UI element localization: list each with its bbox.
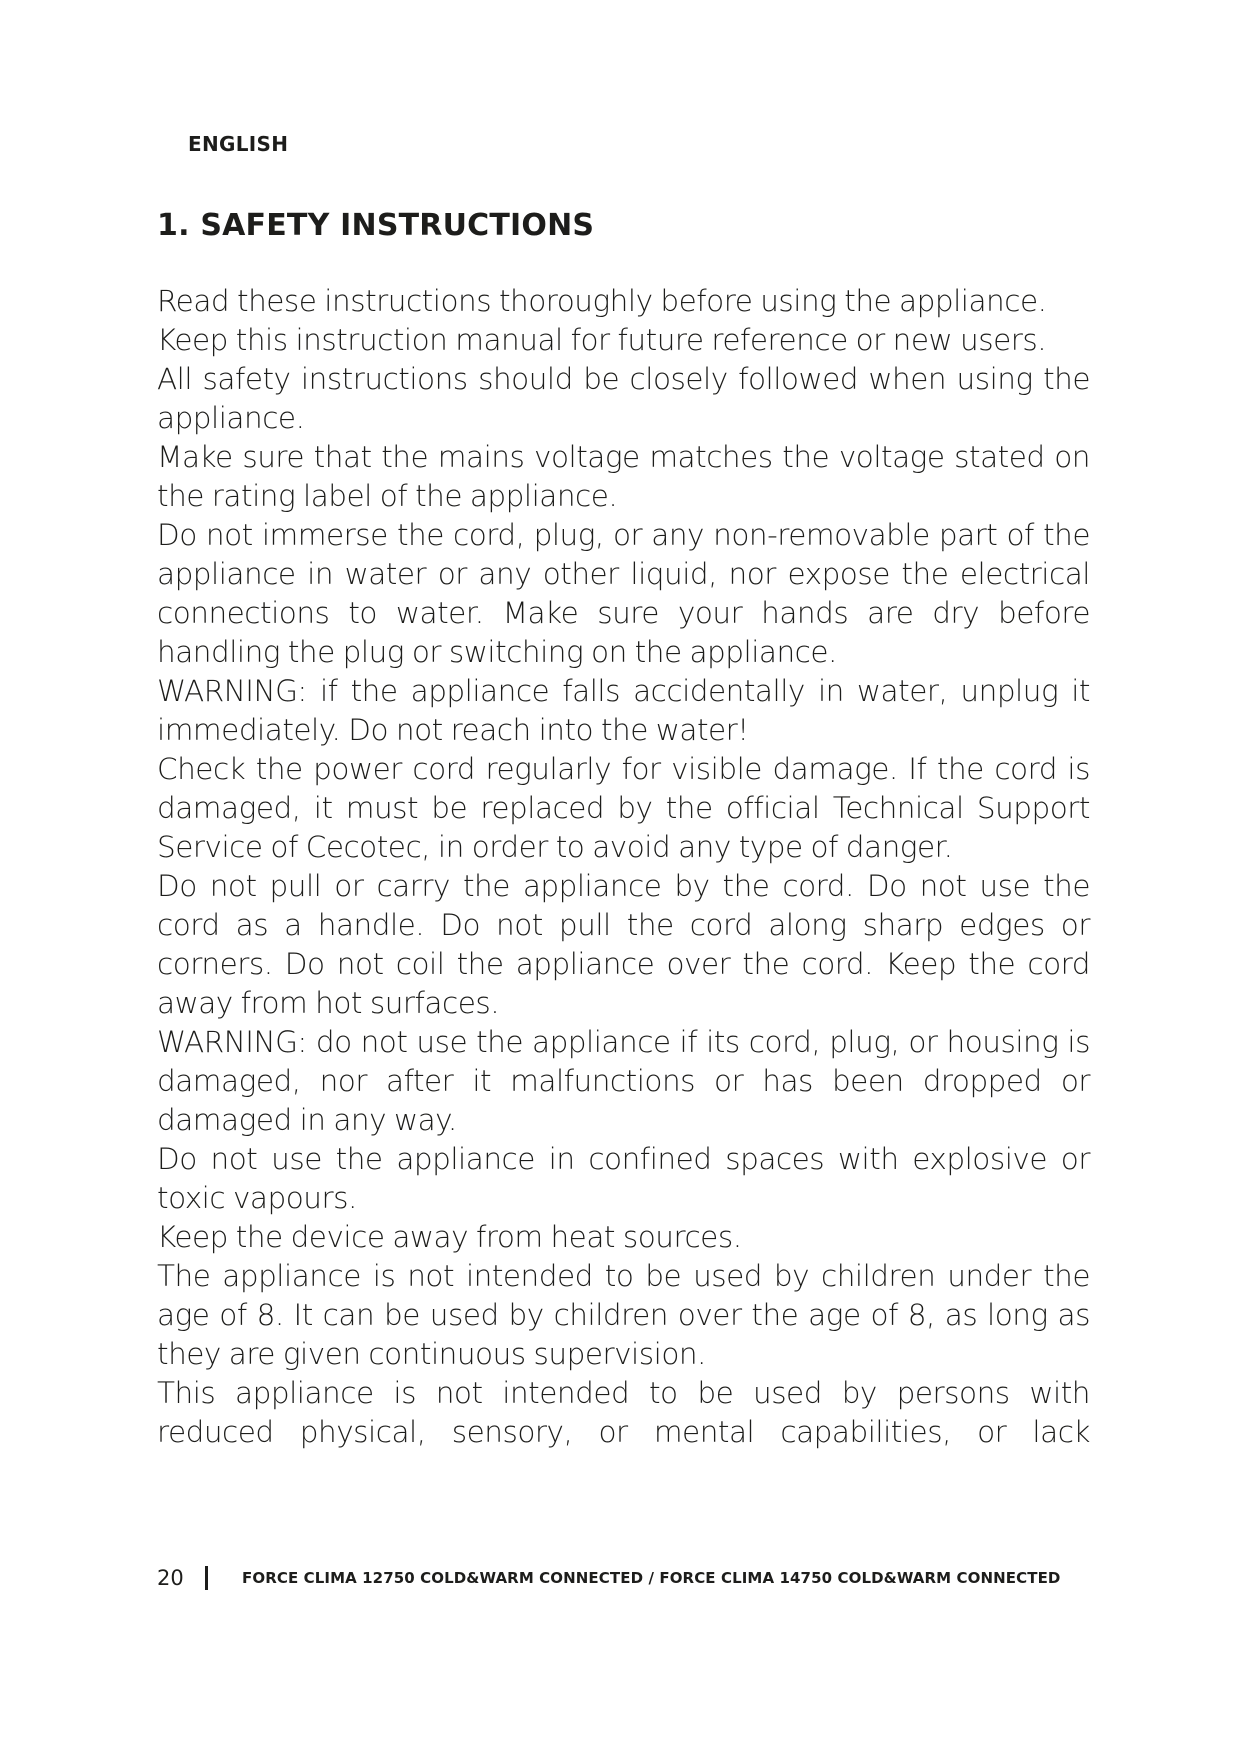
- paragraph: All safety instructions should be closely followed when using the appliance.: [157, 362, 1090, 435]
- safety-instructions-body: [157, 282, 1090, 1452]
- paragraph: The appliance is not intended to be used by children under the age of 8. It can be used by children over the age of 8, as long as they are given continuous supervision.: [157, 1259, 1090, 1371]
- paragraph: Check the power cord regularly for visible damage. If the cord is damaged, it must be replaced by the official Technical Support Service of Cecotec, in order to avoid any type of danger.: [157, 752, 1090, 864]
- language-label: ENGLISH: [188, 132, 289, 156]
- section-title: 1. SAFETY INSTRUCTIONS: [157, 208, 595, 243]
- paragraph: WARNING: if the appliance falls accidentally in water, unplug it immediately. Do not reach into the water!: [157, 674, 1090, 747]
- paragraph: This appliance is not intended to be used by persons with reduced physical, sensory, or mental capabilities, or lack: [157, 1376, 1090, 1449]
- paragraph: Do not pull or carry the appliance by the cord. Do not use the cord as a handle. Do not pull the cord along sharp edges or corners. Do not coil the appliance over the cord. Keep the cord away from hot surfaces.: [157, 869, 1090, 1020]
- paragraph: Do not use the appliance in confined spaces with explosive or toxic vapours.: [157, 1142, 1090, 1215]
- paragraph: Read these instructions thoroughly before using the appliance.: [157, 284, 1047, 318]
- page-number: 20: [157, 1566, 184, 1590]
- footer-model-name: FORCE CLIMA 12750 COLD&WARM CONNECTED / FORCE CLIMA 14750 COLD&WARM CONNECTED: [242, 1569, 1061, 1587]
- paragraph: Keep the device away from heat sources.: [157, 1220, 742, 1254]
- paragraph: Make sure that the mains voltage matches the voltage stated on the rating label of the appliance.: [157, 440, 1090, 513]
- page-footer: [157, 1564, 1060, 1592]
- paragraph: WARNING: do not use the appliance if its cord, plug, or housing is damaged, nor after it malfunctions or has been dropped or damaged in any way.: [157, 1025, 1090, 1137]
- paragraph: Keep this instruction manual for future reference or new users.: [157, 323, 1047, 357]
- paragraph: Do not immerse the cord, plug, or any non-removable part of the appliance in water or any other liquid, nor expose the electrical connections to water. Make sure your hands are dry before handling the plug or switching on the appliance.: [157, 518, 1090, 669]
- footer-divider: [205, 1566, 208, 1590]
